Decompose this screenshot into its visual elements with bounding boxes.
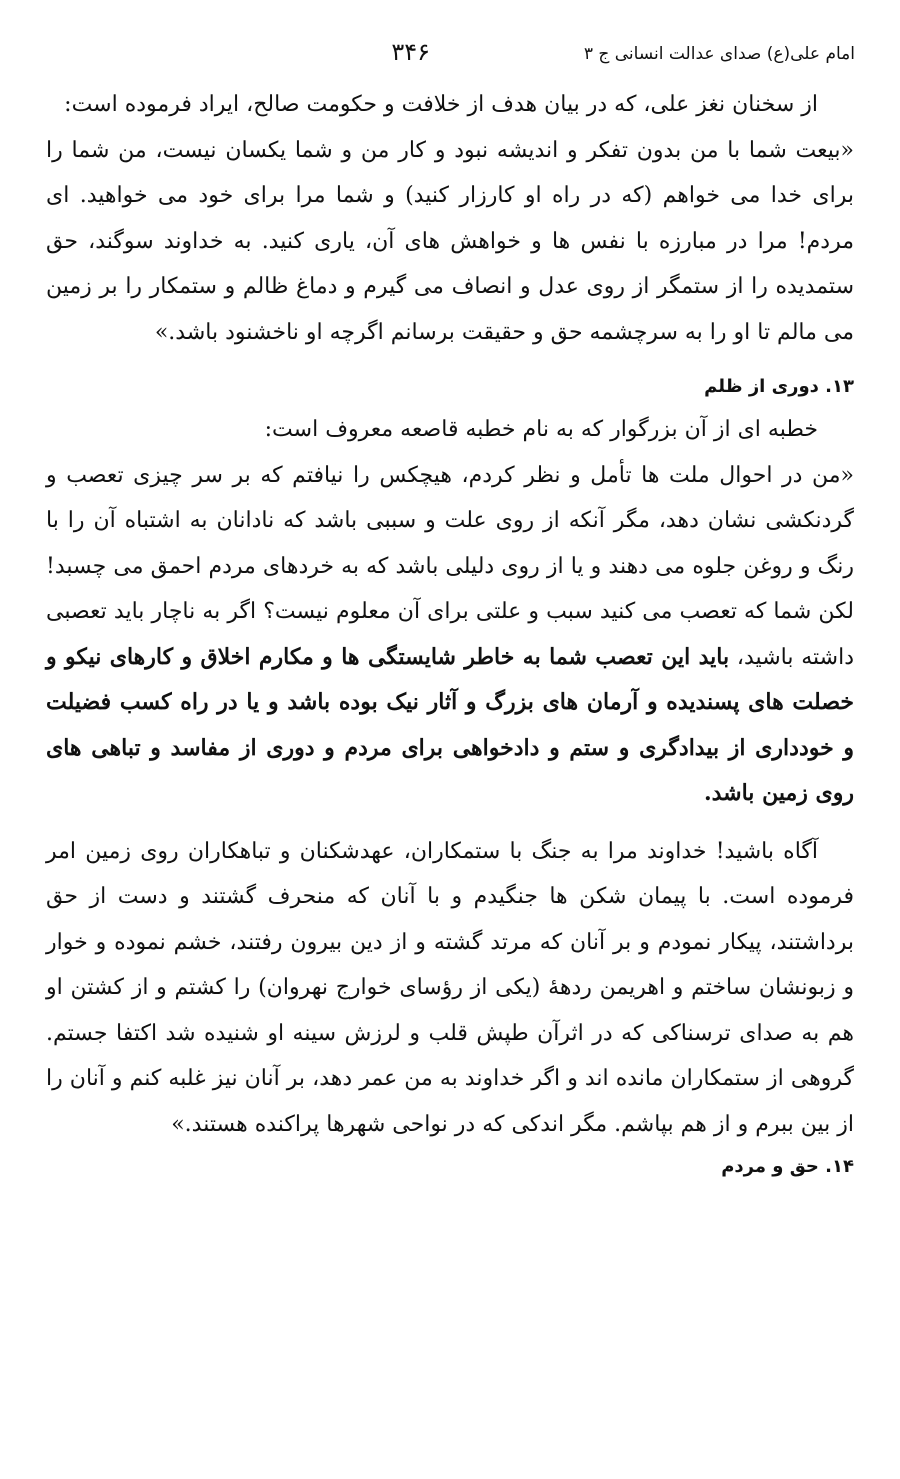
page-number: ۳۴۶ (391, 38, 430, 66)
section-heading-14: ۱۴. حق و مردم (721, 1156, 854, 1177)
quote-paragraph-3: آگاه باشید! خداوند مرا به جنگ با ستمکاران، عهدشکنان و تباهکاران روی زمین امر فرموده است. با پیمان شکن ها جنگیدم و با آنان که منحرف گشتند و دست از حق برداشتند، پیکار نمودم و بر آنان که مرتد گشته و از دین بیرون رفتند، خشم نموده و خوار و زبونشان ساختم و اهریمن ردهۀ (یکی از رؤسای خوارج نهروان) را کشتم و از کشتن او هم به صدای ترسناکی که در اثرآن طپش قلب و لرزش سینه او شنیده شد اکتفا جستم. گروهی از ستمکاران مانده اند و اگر خداوند به من عمر دهد، بر آنان نیز غلبه کنم و آنان را از بین ببرم و از هم بپاشم. مگر اندکی که در نواحی شهرها پراکنده هستند.» (46, 838, 854, 1137)
sermon-intro-paragraph: خطبه ای از آن بزرگوار که به نام خطبه قاصعه معروف است: (264, 417, 818, 442)
quote-paragraph-2 (46, 453, 854, 817)
page-body (46, 82, 854, 1187)
running-header (45, 38, 855, 70)
quote-paragraph-2-normal: «من در احوال ملت ها تأمل و نظر کردم، هیچکس را نیافتم که بر سر چیزی تعصب و گردنکشی نشان دهد، مگر آنکه از روی علت و سببی باشد که نادانان به اشتباه آن را با رنگ و روغن جلوه می دهند و یا از روی دلیلی باشد که به خردهای مردم احمق می چسبد! لکن شما که تعصب می کنید سبب و علتی برای آن معلوم نیست؟ اگر به ناچار باید تعصبی داشته باشید، (46, 462, 854, 670)
intro-paragraph: از سخنان نغز علی، که در بیان هدف از خلافت و حکومت صالح، ایراد فرموده است: (64, 92, 818, 117)
quote-paragraph-2-bold: باید این تعصب شما به خاطر شایستگی ها و مکارم اخلاق و کارهای نیکو و خصلت های پسندیده و آرمان های بزرگ و آثار نیک بوده باشد و یا در راه کسب فضیلت و خودداری از بیدادگری و ستم و دادخواهی برای مردم و دوری از مفاسد و تباهی های روی زمین باشد. (46, 643, 854, 806)
quote-paragraph-1: «بیعت شما با من بدون تفکر و اندیشه نبود و کار من و شما یکسان نیست، من شما را برای خدا می خواهم (که در راه او کارزار کنید) و شما مرا برای خود می خواهید. ای مردم! مرا در مبارزه با نفس ها و خواهش های آن، یاری کنید. به خداوند سوگند، حق ستمدیده را از ستمگر از روی عدل و انصاف می گیرم و دماغ ظالم و ستمکار را بر زمین می مالم تا او را به سرچشمه حق و حقیقت برسانم اگرچه او ناخشنود باشد.» (46, 137, 854, 345)
book-title: امام علی(ع) صدای عدالت انسانی ج ۳ (583, 44, 855, 64)
section-heading-13: ۱۳. دوری از ظلم (704, 376, 854, 397)
